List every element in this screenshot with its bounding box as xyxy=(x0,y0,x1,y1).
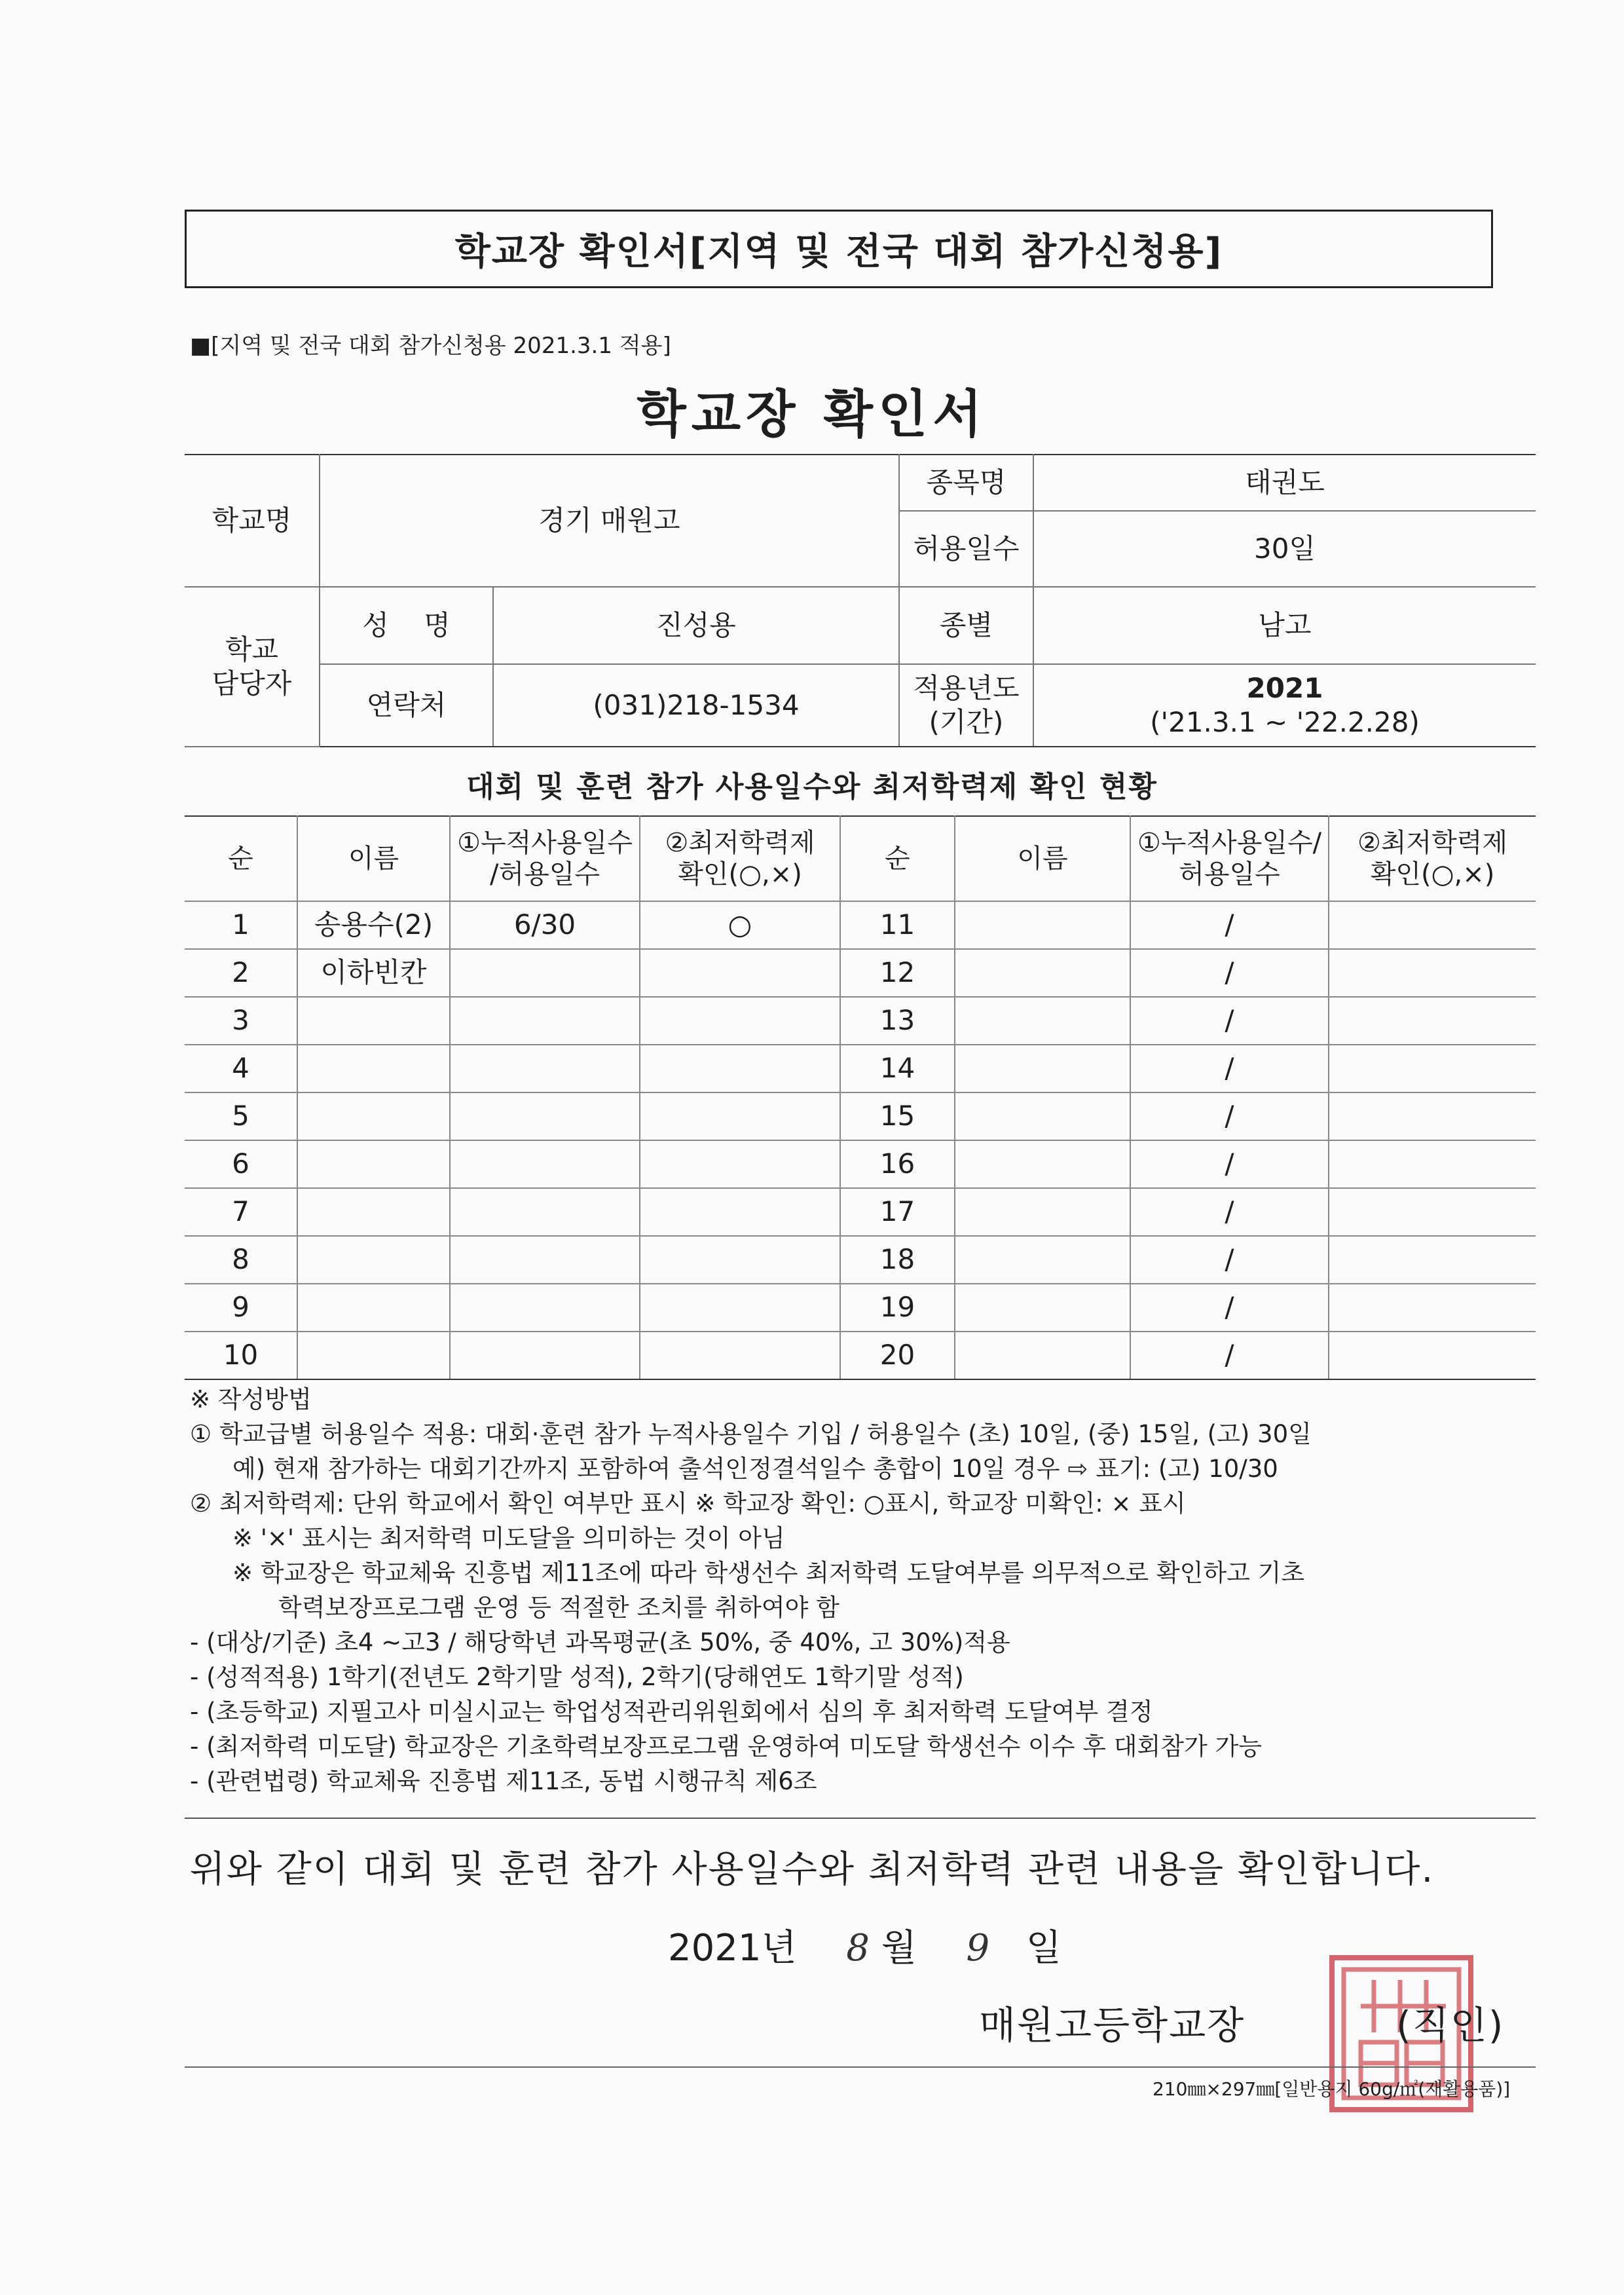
cell-right-days: / xyxy=(1130,1045,1329,1092)
cell-right-name xyxy=(955,901,1130,949)
table-row xyxy=(185,997,1536,1045)
cell-left-days xyxy=(450,1236,640,1284)
cell-right-no: 13 xyxy=(840,997,955,1045)
table-row xyxy=(185,1140,1536,1188)
form-header-title: 학교장 확인서[지역 및 전국 대회 참가신청용] xyxy=(454,231,1223,273)
cell-right-no: 15 xyxy=(840,1092,955,1140)
year-cell xyxy=(1033,664,1536,747)
allowed-days-label: 허용일수 xyxy=(899,511,1033,587)
instruction-line: - (대상/기준) 초4 ~고3 / 해당학년 과목평균(초 50%, 중 40%, 고 30%)적용 xyxy=(190,1628,1010,1656)
contact-value: (031)218-1534 xyxy=(493,664,899,747)
cell-left-days xyxy=(450,1188,640,1236)
staff-name-value: 진성용 xyxy=(493,587,899,664)
gender-label: 종별 xyxy=(899,587,1033,664)
roster-table xyxy=(185,815,1536,1380)
cell-left-no: 6 xyxy=(185,1140,297,1188)
cell-right-days: / xyxy=(1130,997,1329,1045)
header-check-left: ②최저학력제 확인(○,×) xyxy=(640,816,840,901)
contact-label: 연락처 xyxy=(320,664,493,747)
cell-left-no: 8 xyxy=(185,1236,297,1284)
allowed-days-value: 30일 xyxy=(1033,511,1536,587)
cell-left-check xyxy=(640,1140,840,1188)
principal-name: 매원고등학교장 xyxy=(979,2003,1246,2047)
principal-signature-line xyxy=(979,1994,1504,2049)
cell-left-name xyxy=(297,1092,450,1140)
cell-left-days xyxy=(450,1332,640,1379)
cell-left-name xyxy=(297,1236,450,1284)
staff-name-label: 성 명 xyxy=(320,587,493,664)
school-name-value: 경기 매원고 xyxy=(320,455,899,587)
cell-right-check xyxy=(1329,901,1536,949)
cell-left-days xyxy=(450,1092,640,1140)
instruction-line: 예) 현재 참가하는 대회기간까지 포함하여 출석인정결석일수 총합이 10일 경우 ⇨ 표기: (고) 10/30 xyxy=(232,1455,1278,1483)
cell-right-check xyxy=(1329,1188,1536,1236)
cell-left-check xyxy=(640,997,840,1045)
instruction-line: ① 학교급별 허용일수 적용: 대회·훈련 참가 누적사용일수 기입 / 허용일수 (초) 10일, (중) 15일, (고) 30일 xyxy=(190,1420,1312,1448)
cell-left-no: 4 xyxy=(185,1045,297,1092)
cell-left-name: 송용수(2) xyxy=(297,901,450,949)
cell-right-days: / xyxy=(1130,1092,1329,1140)
cell-right-check xyxy=(1329,1045,1536,1092)
date-month-unit: 월 xyxy=(881,1927,917,1969)
header-days-right: ①누적사용일수/ 허용일수 xyxy=(1130,816,1329,901)
cell-left-name: 이하빈칸 xyxy=(297,949,450,997)
table-row xyxy=(185,1284,1536,1332)
cell-left-days xyxy=(450,1140,640,1188)
instruction-line: - (성적적용) 1학기(전년도 2학기말 성적), 2학기(당해연도 1학기말 성적) xyxy=(190,1663,964,1691)
header-name-right: 이름 xyxy=(955,816,1130,901)
cell-right-name xyxy=(955,1188,1130,1236)
cell-right-no: 19 xyxy=(840,1284,955,1332)
cell-left-days: 6/30 xyxy=(450,901,640,949)
cell-right-days: / xyxy=(1130,949,1329,997)
gender-value: 남고 xyxy=(1033,587,1536,664)
cell-right-check xyxy=(1329,997,1536,1045)
cell-right-name xyxy=(955,1092,1130,1140)
table-row xyxy=(185,1092,1536,1140)
seal-label: (직인) xyxy=(1396,2003,1505,2047)
instruction-line: - (초등학교) 지필고사 미실시교는 학업성적관리위원회에서 심의 후 최저학력 도달여부 결정 xyxy=(190,1698,1153,1726)
cell-right-days: / xyxy=(1130,1236,1329,1284)
cell-left-no: 10 xyxy=(185,1332,297,1379)
cell-right-check xyxy=(1329,1236,1536,1284)
cell-right-check xyxy=(1329,1332,1536,1379)
cell-right-no: 16 xyxy=(840,1140,955,1188)
cell-right-no: 11 xyxy=(840,901,955,949)
cell-left-check xyxy=(640,1045,840,1092)
table-row xyxy=(185,1236,1536,1284)
cell-right-days: / xyxy=(1130,1332,1329,1379)
header-no-left: 순 xyxy=(185,816,297,901)
cell-left-name xyxy=(297,997,450,1045)
date-day: 9 xyxy=(966,1927,990,1969)
instructions-block xyxy=(190,1382,1565,1799)
cell-left-days xyxy=(450,997,640,1045)
school-info-table xyxy=(185,454,1536,747)
instruction-line: ※ 학교장은 학교체육 진흥법 제11조에 따라 학생선수 최저학력 도달여부를 의무적으로 확인하고 기초 xyxy=(232,1559,1305,1587)
cell-left-check: ○ xyxy=(640,901,840,949)
cell-left-check xyxy=(640,949,840,997)
cell-left-no: 1 xyxy=(185,901,297,949)
instruction-line: - (최저학력 미도달) 학교장은 기초학력보장프로그램 운영하여 미도달 학생선수 이수 후 대회참가 가능 xyxy=(190,1732,1263,1761)
cell-left-no: 9 xyxy=(185,1284,297,1332)
year-label: 적용년도 (기간) xyxy=(899,664,1033,747)
cell-right-no: 18 xyxy=(840,1236,955,1284)
cell-right-days: / xyxy=(1130,1188,1329,1236)
cell-right-no: 20 xyxy=(840,1332,955,1379)
cell-right-name xyxy=(955,1045,1130,1092)
instruction-line: 학력보장프로그램 운영 등 적절한 조치를 취하여야 함 xyxy=(278,1594,840,1622)
school-name-label: 학교명 xyxy=(185,455,320,587)
roster-body xyxy=(185,901,1536,1379)
header-name-left: 이름 xyxy=(297,816,450,901)
cell-left-no: 3 xyxy=(185,997,297,1045)
confirmation-statement: 위와 같이 대회 및 훈련 참가 사용일수와 최저학력 관련 내용을 확인합니다. xyxy=(189,1848,1435,1891)
table-row xyxy=(185,901,1536,949)
cell-left-days xyxy=(450,1284,640,1332)
cell-left-no: 5 xyxy=(185,1092,297,1140)
document-title: 학교장 확인서 xyxy=(637,385,987,444)
cell-right-days: / xyxy=(1130,1284,1329,1332)
cell-left-name xyxy=(297,1140,450,1188)
header-days-left: ①누적사용일수 /허용일수 xyxy=(450,816,640,901)
staff-label: 학교 담당자 xyxy=(185,587,320,747)
cell-left-name xyxy=(297,1284,450,1332)
sport-label: 종목명 xyxy=(899,455,1033,511)
cell-right-name xyxy=(955,997,1130,1045)
table-row xyxy=(185,1045,1536,1092)
cell-left-name xyxy=(297,1332,450,1379)
cell-right-name xyxy=(955,1140,1130,1188)
divider xyxy=(185,1818,1536,1819)
cell-right-name xyxy=(955,1332,1130,1379)
period-value: ('21.3.1 ~ '22.2.28) xyxy=(1150,706,1420,738)
cell-left-name xyxy=(297,1045,450,1092)
cell-right-check xyxy=(1329,1140,1536,1188)
cell-right-name xyxy=(955,1284,1130,1332)
table-row xyxy=(185,1332,1536,1379)
cell-left-no: 7 xyxy=(185,1188,297,1236)
cell-left-check xyxy=(640,1236,840,1284)
cell-right-no: 17 xyxy=(840,1188,955,1236)
date-line xyxy=(668,1919,1061,1971)
cell-left-name xyxy=(297,1188,450,1236)
date-year: 2021년 xyxy=(668,1927,797,1969)
cell-right-check xyxy=(1329,1092,1536,1140)
paper-spec-note: 210㎜×297㎜[일반용지 60g/㎡(재활용품)] xyxy=(1153,2078,1511,2100)
instruction-line: ※ '×' 표시는 최저학력 미도달을 의미하는 것이 아님 xyxy=(232,1524,785,1552)
cell-right-check xyxy=(1329,949,1536,997)
cell-right-days: / xyxy=(1130,901,1329,949)
instruction-line: - (관련법령) 학교체육 진흥법 제11조, 동법 시행규칙 제6조 xyxy=(190,1767,817,1795)
cell-left-check xyxy=(640,1092,840,1140)
cell-right-no: 12 xyxy=(840,949,955,997)
date-month: 8 xyxy=(846,1927,870,1969)
cell-left-no: 2 xyxy=(185,949,297,997)
status-section-title: 대회 및 훈련 참가 사용일수와 최저학력제 확인 현황 xyxy=(466,770,1158,804)
instruction-line: ② 최저학력제: 단위 학교에서 확인 여부만 표시 ※ 학교장 확인: ○표시, 학교장 미확인: × 표시 xyxy=(190,1489,1186,1518)
header-no-right: 순 xyxy=(840,816,955,901)
year-value: 2021 xyxy=(1246,671,1323,704)
cell-left-check xyxy=(640,1332,840,1379)
cell-right-no: 14 xyxy=(840,1045,955,1092)
date-day-unit: 일 xyxy=(1025,1927,1061,1969)
cell-left-check xyxy=(640,1188,840,1236)
cell-right-days: / xyxy=(1130,1140,1329,1188)
cell-right-name xyxy=(955,1236,1130,1284)
table-row xyxy=(185,1188,1536,1236)
footer-divider xyxy=(185,2066,1536,2068)
table-row xyxy=(185,949,1536,997)
form-subtitle: ■[지역 및 전국 대회 참가신청용 2021.3.1 적용] xyxy=(190,333,671,359)
cell-left-days xyxy=(450,1045,640,1092)
header-check-right: ②최저학력제 확인(○,×) xyxy=(1329,816,1536,901)
form-header-box xyxy=(185,210,1493,288)
cell-right-name xyxy=(955,949,1130,997)
sport-value: 태권도 xyxy=(1033,455,1536,511)
cell-right-check xyxy=(1329,1284,1536,1332)
cell-left-check xyxy=(640,1284,840,1332)
instruction-line: ※ 작성방법 xyxy=(190,1385,312,1413)
cell-left-days xyxy=(450,949,640,997)
